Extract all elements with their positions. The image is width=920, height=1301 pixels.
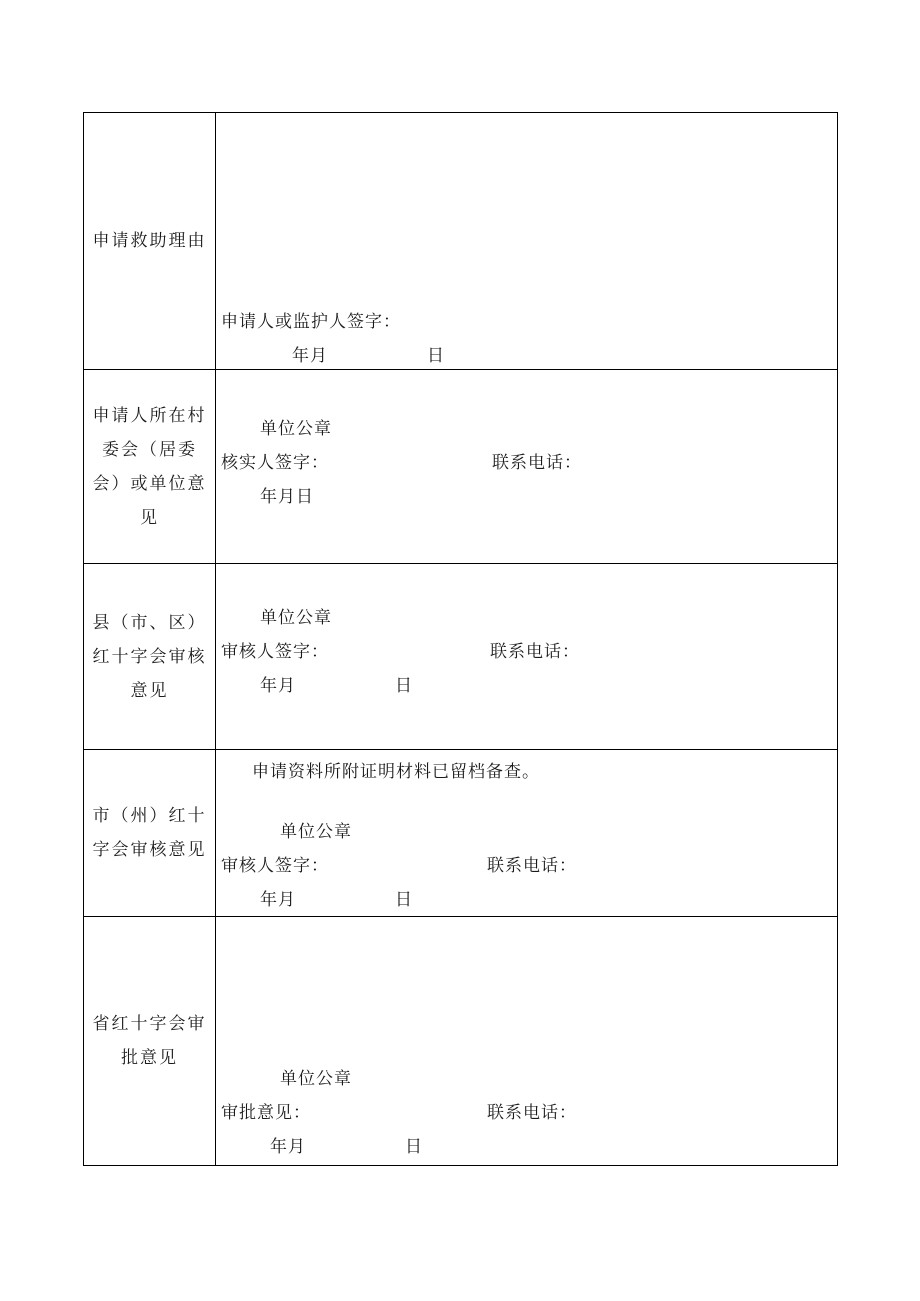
approval-opinion-label: 审批意见： xyxy=(221,1103,311,1123)
label-cell xyxy=(84,564,216,749)
year-month-label: 年月 xyxy=(260,676,296,696)
row-village-committee-opinion xyxy=(84,370,837,564)
row-label: 县（市、区）红十字会审核意见 xyxy=(92,612,207,701)
row-city-red-cross-opinion xyxy=(84,750,837,917)
day-label: 日 xyxy=(395,890,413,910)
content-cell xyxy=(216,564,837,749)
day-label: 日 xyxy=(405,1137,423,1157)
day-label: 日 xyxy=(427,346,445,366)
row-label: 申请人所在村委会（居委会）或单位意见 xyxy=(92,405,207,528)
year-month-label: 年月 xyxy=(292,346,328,366)
signature-label: 审核人签字： xyxy=(221,856,329,876)
row-label: 省红十字会审批意见 xyxy=(92,1014,207,1068)
date-label: 年月日 xyxy=(260,487,314,507)
year-month-label: 年月 xyxy=(260,890,296,910)
row-provincial-red-cross-approval xyxy=(84,917,837,1165)
signature-label: 审核人签字： xyxy=(221,642,329,662)
phone-label: 联系电话： xyxy=(490,642,580,662)
day-label: 日 xyxy=(395,676,413,696)
row-label: 市（州）红十字会审核意见 xyxy=(92,806,207,860)
content-cell xyxy=(216,917,837,1165)
label-cell xyxy=(84,113,216,369)
label-cell xyxy=(84,917,216,1165)
row-application-reason xyxy=(84,113,837,370)
content-cell xyxy=(216,750,837,916)
seal-label: 单位公章 xyxy=(280,1069,352,1089)
row-county-red-cross-opinion xyxy=(84,564,837,750)
signature-label: 核实人签字： xyxy=(221,453,329,473)
phone-label: 联系电话： xyxy=(492,453,582,473)
seal-label: 单位公章 xyxy=(260,608,332,628)
phone-label: 联系电话： xyxy=(487,1103,577,1123)
label-cell xyxy=(84,370,216,563)
row-label: 申请救助理由 xyxy=(92,231,207,251)
phone-label: 联系电话： xyxy=(487,856,577,876)
content-cell xyxy=(216,113,837,369)
approval-form-table xyxy=(83,112,838,1166)
year-month-label: 年月 xyxy=(270,1137,306,1157)
content-cell xyxy=(216,370,837,563)
seal-label: 单位公章 xyxy=(260,419,332,439)
seal-label: 单位公章 xyxy=(280,822,352,842)
signature-label: 申请人或监护人签字： xyxy=(221,312,401,332)
label-cell xyxy=(84,750,216,916)
archive-note: 申请资料所附证明材料已留档备查。 xyxy=(252,762,540,782)
